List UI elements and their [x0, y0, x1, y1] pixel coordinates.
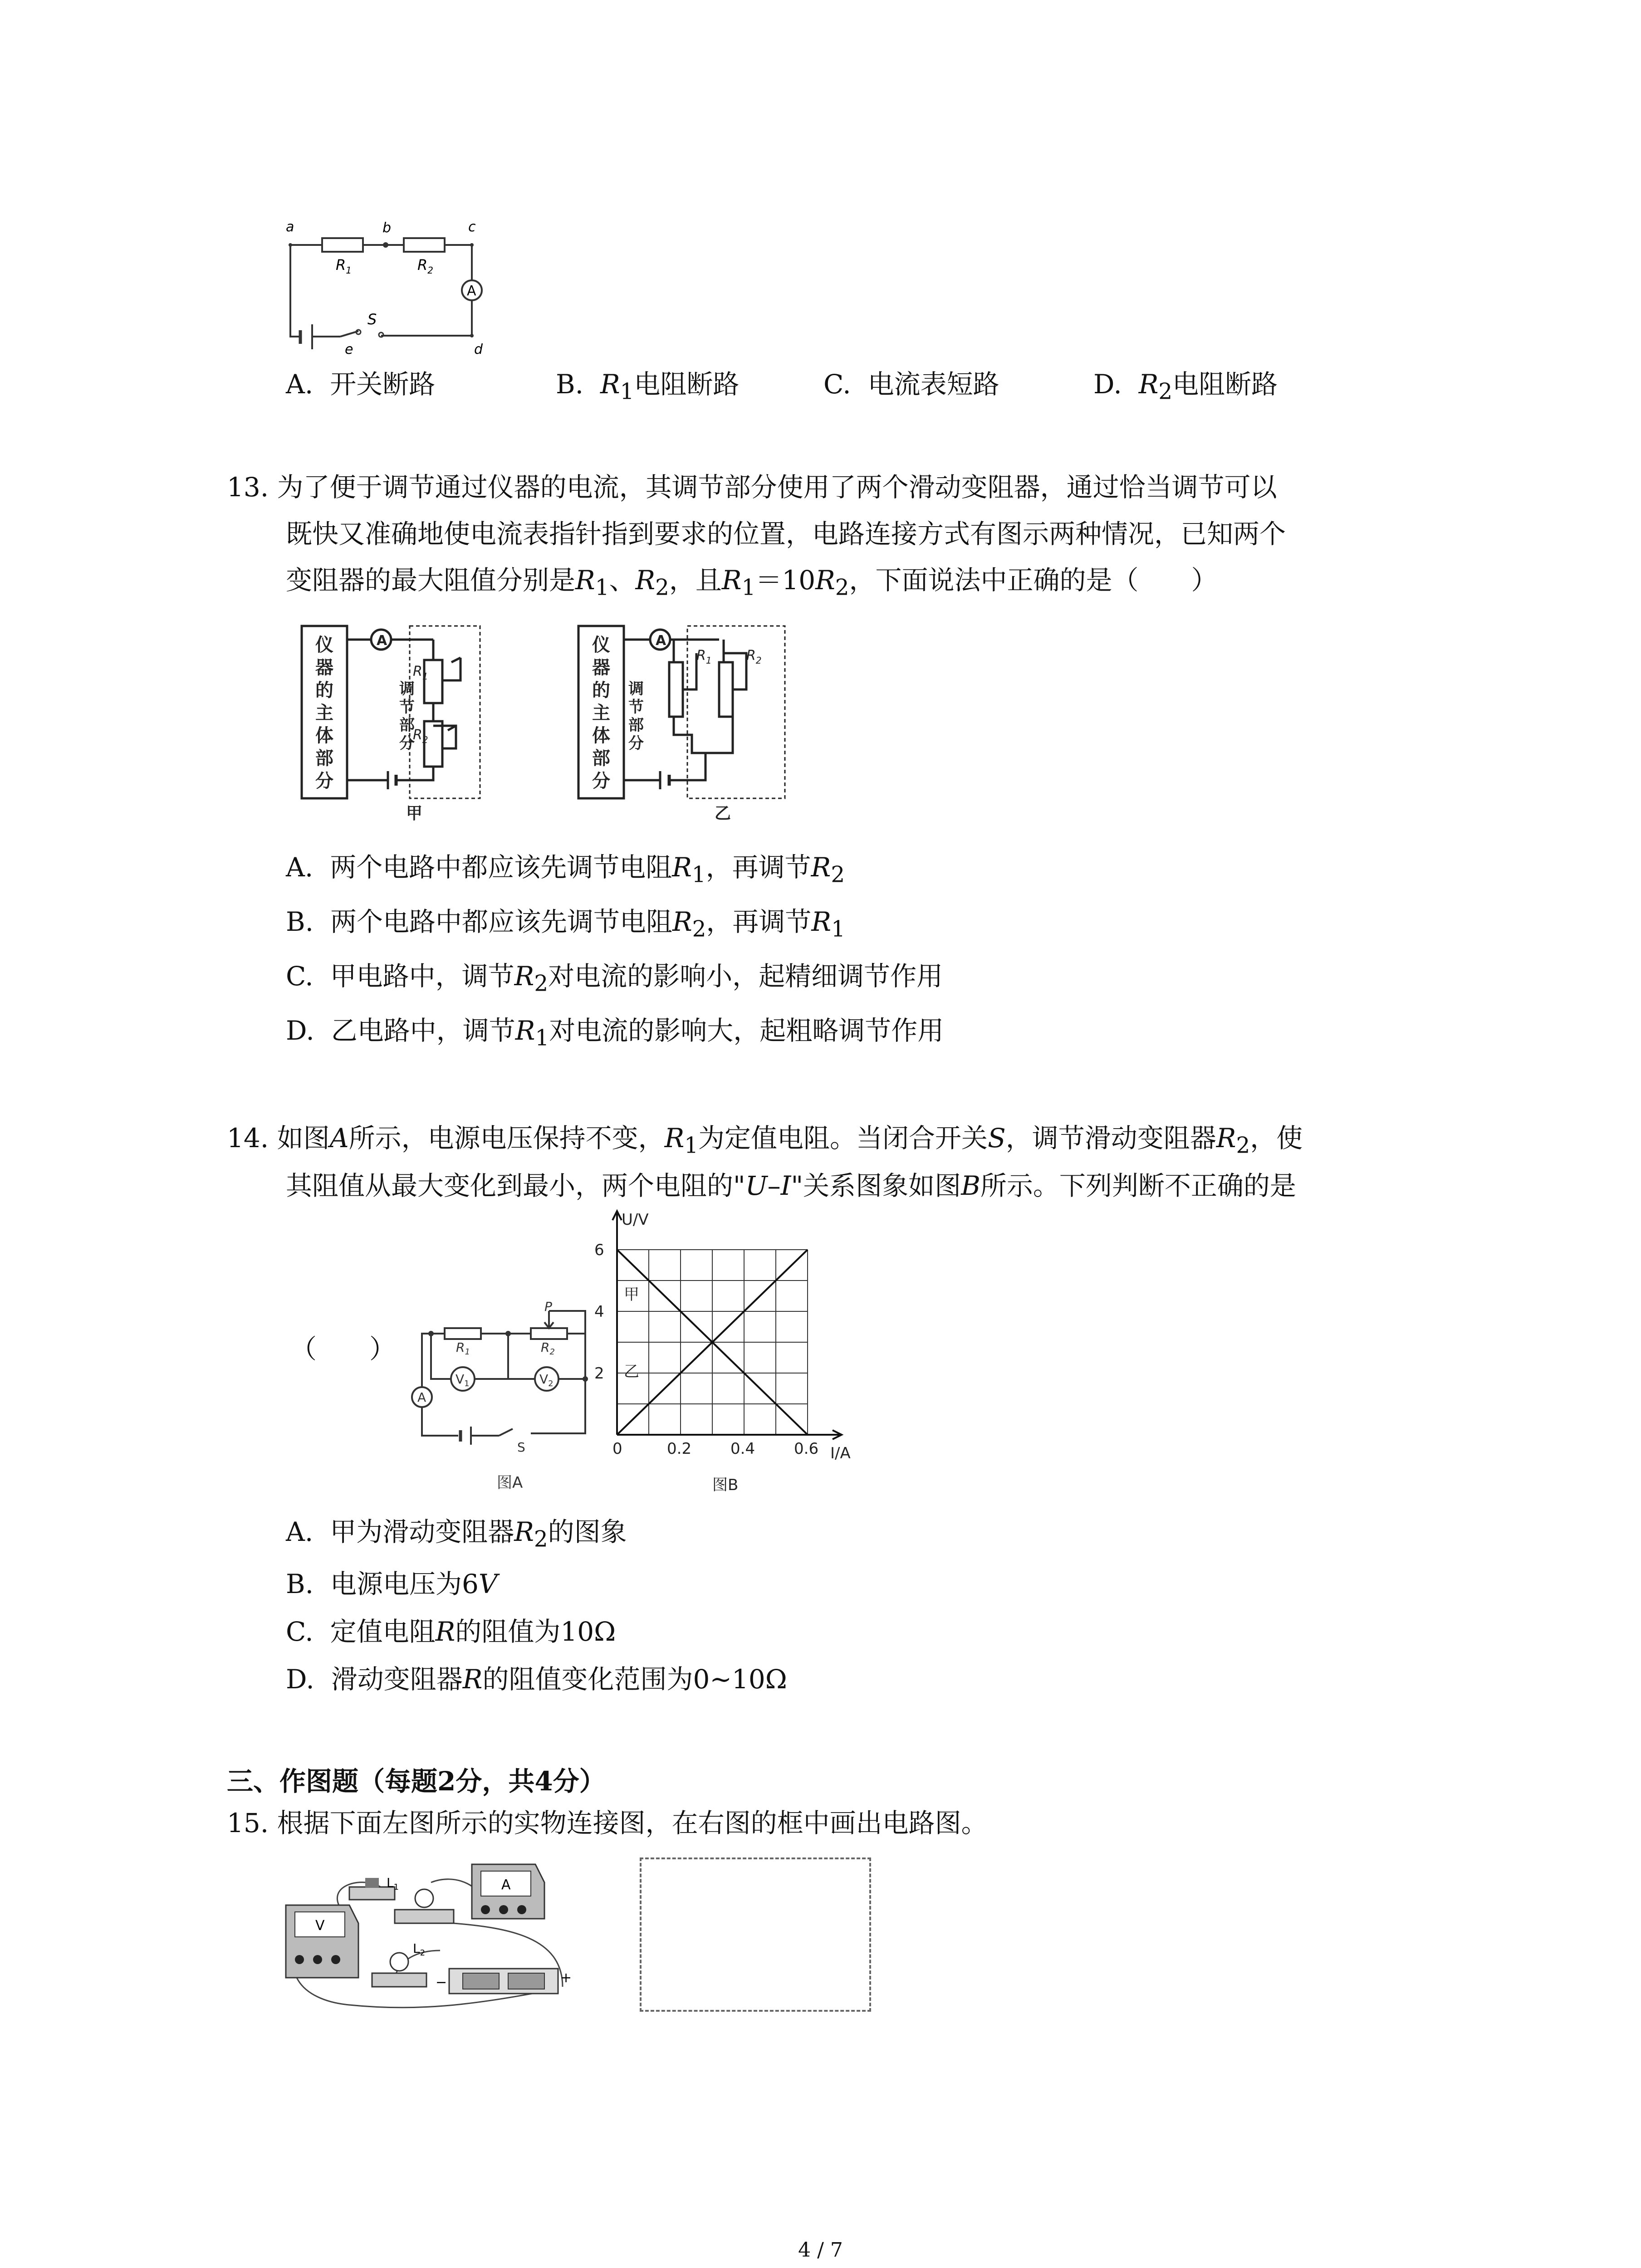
svg-text:部: 部 — [399, 716, 415, 734]
svg-text:器: 器 — [315, 657, 333, 678]
label-r2: $R_2$ — [417, 256, 433, 276]
q14-figure-b — [576, 1204, 857, 1499]
xtick-0.2: 0.2 — [667, 1440, 692, 1458]
xtick-0.4: 0.4 — [730, 1440, 755, 1458]
fig-a-caption: 图A — [497, 1474, 523, 1492]
q13-option-c[interactable]: C. 甲电路中，调节$R_2$对电流的影响小，起精细调节作用 — [286, 961, 943, 997]
q14-option-c[interactable]: C. 定值电阻R的阻值为10Ω — [286, 1616, 616, 1647]
fig-label-jia: 甲 — [406, 804, 423, 823]
svg-text:分: 分 — [592, 771, 610, 792]
svg-text:A: A — [501, 1877, 511, 1893]
svg-text:分: 分 — [315, 771, 333, 792]
label-jia: 甲 — [624, 1286, 639, 1304]
svg-text:+: + — [560, 1970, 572, 1986]
label-yi: 乙 — [624, 1363, 639, 1381]
svg-text:A: A — [656, 633, 666, 649]
svg-text:P: P — [544, 1302, 552, 1314]
ammeter-label: A — [467, 283, 476, 299]
svg-text:R2: $R_2$ — [746, 648, 762, 666]
svg-text:器: 器 — [592, 657, 610, 678]
svg-text:A: A — [377, 633, 387, 649]
q13-figures — [297, 617, 842, 826]
svg-text:节: 节 — [628, 698, 644, 716]
ytick-4: 4 — [594, 1303, 604, 1321]
svg-text:仪: 仪 — [315, 635, 333, 655]
svg-text:体: 体 — [315, 725, 333, 746]
q14-option-b[interactable]: B. 电源电压为6V — [286, 1569, 498, 1599]
svg-text:V1: $V_1$ — [456, 1372, 470, 1388]
q13-option-a[interactable]: A. 两个电路中都应该先调节电阻$R_1$，再调节$R_2$ — [286, 852, 845, 888]
svg-text:部: 部 — [592, 748, 610, 769]
svg-text:R2: $R_2$ — [541, 1340, 555, 1357]
q15-physical-circuit — [281, 1855, 599, 2019]
label-a: a — [286, 219, 294, 235]
svg-text:部: 部 — [315, 748, 333, 769]
label-b: b — [382, 220, 392, 236]
q13-option-b[interactable]: B. 两个电路中都应该先调节电阻$R_2$，再调节$R_1$ — [286, 906, 845, 942]
svg-text:节: 节 — [399, 698, 415, 716]
q14-bracket: （ ） — [290, 1334, 396, 1364]
svg-text:S: S — [517, 1440, 525, 1455]
svg-text:的: 的 — [592, 680, 610, 701]
q14-option-a[interactable]: A. 甲为滑动变阻器$R_2$的图象 — [286, 1516, 627, 1552]
q15-text: 15. 根据下面左图所示的实物连接图，在右图的框中画出电路图。 — [227, 1808, 988, 1838]
q13-line3: 变阻器的最大阻值分别是$R_1$、$R_2$，且$R_1=10R_2$，下面说法中正确的是（ ） — [286, 565, 1218, 601]
q13-line1: 13. 为了便于调节通过仪器的电流，其调节部分使用了两个滑动变阻器，通过恰当调节可以 — [227, 472, 1277, 503]
svg-text:调: 调 — [399, 680, 415, 698]
xtick-0: 0 — [612, 1440, 622, 1458]
svg-text:I/A: I/A — [830, 1444, 851, 1462]
ytick-2: 2 — [594, 1364, 604, 1383]
svg-text:调: 调 — [628, 680, 644, 698]
svg-text:V: V — [315, 1918, 325, 1934]
fig-label-yi: 乙 — [715, 804, 731, 823]
svg-text:R1: $R_1$ — [456, 1340, 470, 1357]
ytick-6: 6 — [594, 1241, 604, 1259]
svg-text:V2: $V_2$ — [539, 1372, 554, 1388]
label-r1: $R_1$ — [336, 256, 352, 276]
svg-text:的: 的 — [315, 680, 333, 701]
svg-text:部: 部 — [628, 716, 644, 734]
svg-text:L2: $L_2$ — [413, 1941, 426, 1958]
label-d: d — [474, 342, 483, 357]
svg-text:R1: $R_1$ — [696, 648, 712, 666]
svg-text:分: 分 — [399, 734, 415, 753]
q14-option-d[interactable]: D. 滑动变阻器R的阻值变化范围为0~10Ω — [286, 1664, 787, 1695]
svg-text:L1: $L_1$ — [387, 1875, 399, 1892]
q14-line1: 14. 如图A所示，电源电压保持不变，$R_1$为定值电阻。当闭合开关S，调节滑动变阻器$R_2$，使 — [227, 1123, 1303, 1158]
svg-text:R1: $R_1$ — [413, 664, 428, 682]
q13-option-d[interactable]: D. 乙电路中，调节$R_1$对电流的影响大，起粗略调节作用 — [286, 1015, 944, 1051]
svg-text:分: 分 — [628, 734, 644, 753]
q12-option-a[interactable]: A. 开关断路 — [286, 369, 436, 400]
label-S: S — [367, 311, 377, 328]
q12-option-c[interactable]: C. 电流表短路 — [823, 369, 999, 400]
label-e: e — [345, 342, 353, 357]
q13-line2: 既快又准确地使电流表指针指到要求的位置，电路连接方式有图示两种情况，已知两个 — [286, 518, 1286, 549]
fig-b-caption: 图B — [712, 1476, 739, 1494]
page-number: 4 / 7 — [798, 2239, 843, 2262]
q12-circuit — [272, 218, 526, 363]
svg-text:主: 主 — [315, 703, 333, 723]
q15-answer-box[interactable] — [640, 1857, 871, 2012]
svg-text:体: 体 — [592, 725, 610, 746]
svg-text:A: A — [417, 1390, 426, 1405]
svg-text:R2: $R_2$ — [413, 727, 428, 745]
section-3-title: 三、作图题（每题2分，共4分） — [227, 1766, 606, 1797]
svg-text:主: 主 — [592, 703, 610, 723]
svg-text:−: − — [436, 1975, 447, 1990]
q12-option-b[interactable]: B. $R_1$电阻断路 — [556, 369, 740, 405]
q14-line2: 其阻值从最大变化到最小，两个电阻的"U–I"关系图象如图B所示。下列判断不正确的是 — [286, 1170, 1296, 1201]
label-c: c — [468, 219, 476, 235]
svg-text:U/V: U/V — [622, 1211, 649, 1229]
xtick-0.6: 0.6 — [794, 1440, 819, 1458]
svg-text:仪: 仪 — [592, 635, 610, 655]
q12-option-d[interactable]: D. $R_2$电阻断路 — [1093, 369, 1278, 405]
